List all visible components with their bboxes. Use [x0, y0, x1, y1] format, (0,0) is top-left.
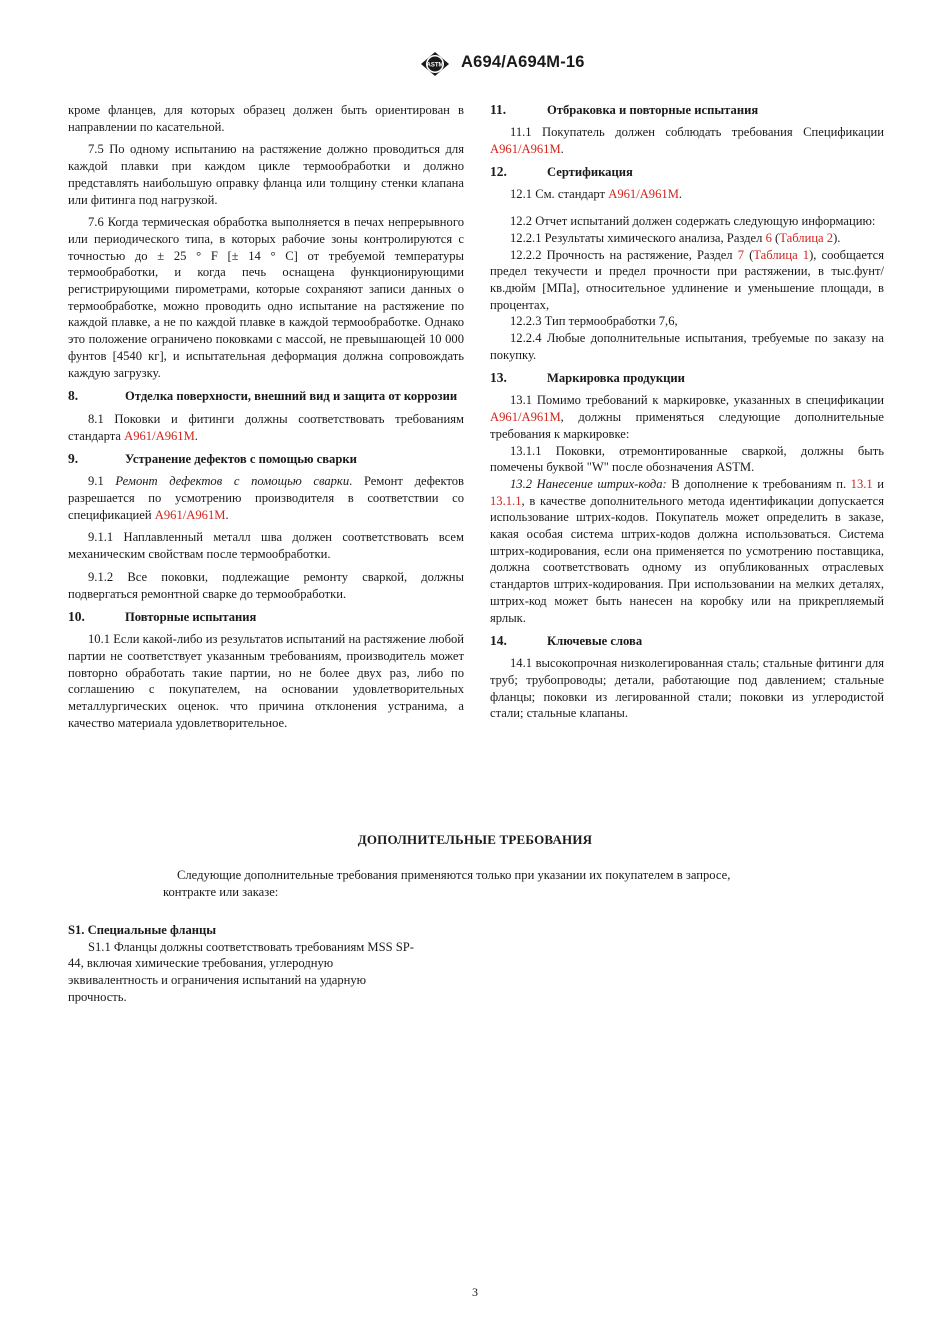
supplementary-s1: [68, 922, 418, 1006]
section-9-number: 9.: [68, 451, 79, 467]
section-8-title: Отделка поверхности, внешний вид и защита от коррозии: [125, 389, 458, 404]
reference-link[interactable]: Таблица 2: [779, 230, 834, 245]
page-header: [0, 50, 950, 80]
section-12-heading: [490, 164, 884, 180]
paragraph-12-1: 12.1 См. стандарт A961/A961M.: [510, 187, 683, 202]
paragraph-12-2: 12.2 Отчет испытаний должен содержать следующую информацию:: [510, 214, 876, 229]
section-8-heading: [68, 388, 464, 405]
paragraph-9-1: 9.1 Ремонт дефектов с помощью сварки. Ремонт дефектов разрешается по усмотрению производителя в соответствии со спецификацией A961/A961M.: [68, 474, 465, 522]
s1-text: S1.1 Фланцы должны соответствовать требованиям MSS SP-44, включая химические требования, углеродную эквивалентность и ограничения испытаний на ударную прочность.: [68, 939, 414, 1004]
section-10-number: 10.: [68, 609, 85, 625]
section-10-heading: [68, 609, 464, 625]
paragraph-13-1: 13.1 Помимо требований к маркировке, указанных в спецификации A961/A961M, должны применяться следующие дополнительные требования к маркировке:: [490, 393, 884, 441]
paragraph-11-1: 11.1 Покупатель должен соблюдать требования Спецификации A961/A961M.: [490, 125, 884, 156]
s1-title: S1. Специальные фланцы: [68, 923, 217, 937]
reference-link[interactable]: 13.1: [850, 476, 873, 491]
supplementary-requirements: [0, 832, 950, 1004]
left-column: [68, 102, 464, 732]
reference-link[interactable]: A961/A961M: [490, 141, 561, 156]
paragraph-12-2-4: 12.2.4 Любые дополнительные испытания, требуемые по заказу на покупку.: [490, 331, 884, 362]
reference-link[interactable]: 6: [765, 230, 772, 245]
section-9-title: Устранение дефектов с помощью сварки: [125, 452, 357, 467]
section-13-heading: [490, 370, 884, 386]
paragraph-14-1: 14.1 высокопрочная низколегированная сталь; стальные фитинги для труб; трубопроводы; детали, работающие под давлением; стальные фланцы; поковки из легированной стали; поковки из углеродистой стали; стальные клапаны.: [490, 656, 884, 721]
section-8-number: 8.: [68, 388, 79, 404]
section-13-title: Маркировка продукции: [547, 371, 685, 386]
paragraph-8-1: 8.1 Поковки и фитинги должны соответствовать требованиям стандарта A961/A961M.: [68, 411, 464, 443]
section-12-title: Сертификация: [547, 165, 633, 180]
section-14-title: Ключевые слова: [547, 634, 643, 649]
supplementary-intro: Следующие дополнительные требования применяются только при указании их покупателем в запросе, контракте или заказе:: [163, 868, 731, 899]
section-11-number: 11.: [490, 102, 507, 117]
paragraph-7-6: 7.6 Когда термическая обработка выполняется в печах непрерывного или периодического типа, в которых рабочие зоны контролируются с точностью до ± 25 ° F [± 14 ° C] от требуемой температуры термообработки, и когда печь оснащена функционирующими регистрирующими пирометрами, которые сохраняют записи данных о термообработке, можно проводить одно испытание на растяжение по каждой плавке, а не по каждой плавке в каждой термообработке. Однако это положение ограничено поковками с массой, не превышающей 10 000 фунтов [4540 кг], и испытательная деформация должна сопровождать каждую загрузку.: [68, 215, 464, 380]
section-10-title: Повторные испытания: [125, 610, 257, 625]
reference-link[interactable]: 7: [737, 247, 744, 262]
section-11-heading: [490, 102, 884, 118]
reference-link[interactable]: A961/A961M: [124, 428, 195, 443]
paragraph-12-2-2: 12.2.2 Прочность на растяжение, Раздел 7 (Таблица 1), сообщается предел текучести и предел прочности при растяжении, в тыс.фунт/кв.дюйм [МПа], относительное удлинение и уменьшение площади, в процентах,: [490, 247, 884, 312]
document-id: A694/A694M-16: [461, 53, 585, 71]
right-column: [490, 102, 884, 722]
section-13-number: 13.: [490, 370, 507, 386]
paragraph-13-2: 13.2 Нанесение штрих-кода: В дополнение к требованиям п. 13.1 и 13.1.1, в качестве дополнительного метода идентификации допускается использование штрих-кодов. Покупатель может определить в заказе, какая особая система штрих-кодов должна использоваться. Система штрих-кодирования, если она применяется по усмотрению поставщика, должна соответствовать одному из опубликованных отраслевых стандартов штрих-кодирования. При использовании на мелких деталях, штрих-код может быть нанесен на коробку или на прикрепляемый ярлык.: [490, 476, 885, 625]
section-12-number: 12.: [490, 164, 507, 180]
paragraph-9-1-2: 9.1.2 Все поковки, подлежащие ремонту сваркой, должны подвергаться ремонтной сварке до термообработки.: [68, 569, 464, 601]
astm-logo-icon: [415, 50, 455, 78]
paragraph-12-2-1: 12.2.1 Результаты химического анализа, Раздел 6 (Таблица 2).: [510, 230, 841, 245]
paragraph-9-1-1: 9.1.1 Наплавленный металл шва должен соответствовать всем механическим свойствам после термообработки.: [68, 530, 464, 562]
reference-link[interactable]: A961/A961M: [608, 187, 679, 202]
section-9-heading: [68, 451, 464, 467]
reference-link[interactable]: A961/A961M: [490, 410, 561, 425]
section-14-number: 14.: [490, 633, 507, 649]
paragraph-7-5: 7.5 По одному испытанию на растяжение должно проводиться для каждой плавки при каждом цикле термообработки и должно представлять наибольшую оправку фланца или толщину стенки клапана или фитинга под нагрузкой.: [68, 142, 464, 207]
page-number: 3: [472, 1285, 478, 1299]
reference-link[interactable]: 13.1.1: [490, 493, 522, 508]
section-11-title: Отбраковка и повторные испытания: [547, 103, 759, 117]
paragraph-12-2-3: 12.2.3 Тип термообработки 7,6,: [510, 314, 678, 329]
paragraph-7-4-cont: кроме фланцев, для которых образец должен быть ориентирован в направлении по касательной.: [68, 103, 464, 134]
reference-link[interactable]: Таблица 1: [753, 247, 810, 262]
reference-link[interactable]: A961/A961M: [154, 507, 226, 522]
svg-text:ASTM: ASTM: [426, 62, 444, 69]
paragraph-13-1-1: 13.1.1 Поковки, отремонтированные сваркой, должны быть помечены буквой "W" после обозначения ASTM.: [490, 443, 884, 475]
section-14-heading: [490, 633, 884, 649]
paragraph-10-1: 10.1 Если какой-либо из результатов испытаний на растяжение любой партии не соответствует указанным требованиям, производитель может повторно обработать такие партии, но не более двух раз, либо по соглашению с покупателем, на основании удовлетворительных металлургических оценок. что причина отклонения устранима, а качество материала удовлетворительное.: [68, 632, 465, 730]
supplementary-title: ДОПОЛНИТЕЛЬНЫЕ ТРЕБОВАНИЯ: [357, 832, 593, 847]
